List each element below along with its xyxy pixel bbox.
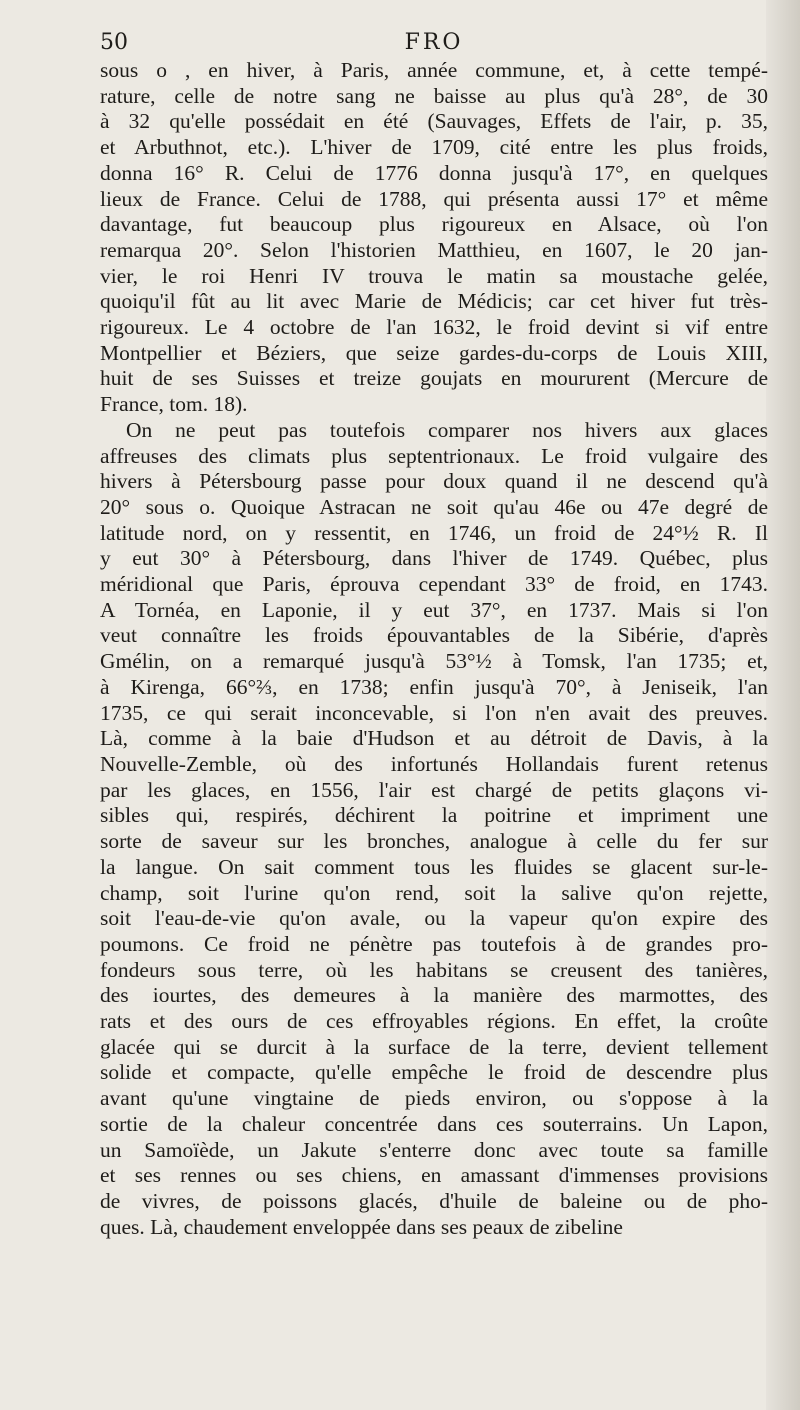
text-line: glacée qui se durcit à la surface de la terre, devient tellement <box>100 1034 768 1059</box>
text-line: et ses rennes ou ses chiens, en amassant d'immenses provisions <box>100 1163 768 1188</box>
text-line: davantage, fut beaucoup plus rigoureux en Alsace, où l'on <box>100 212 768 237</box>
text-line: remarqua 20°. Selon l'historien Matthieu, en 1607, le 20 jan- <box>100 237 768 262</box>
text-line: Là, comme à la baie d'Hudson et au détroit de Davis, à la <box>100 726 768 751</box>
text-line: sibles qui, respirés, déchirent la poitrine et impriment une <box>100 803 768 828</box>
text-line: solide et compacte, qu'elle empêche le froid de descendre plus <box>100 1060 768 1085</box>
text-line: y eut 30° à Pétersbourg, dans l'hiver de 1749. Québec, plus <box>100 546 768 571</box>
text-line: rigoureux. Le 4 octobre de l'an 1632, le froid devint si vif entre <box>100 315 768 340</box>
text-line: des iourtes, des demeures à la manière des marmottes, des <box>100 983 768 1008</box>
text-line: poumons. Ce froid ne pénètre pas toutefois à de grandes pro- <box>100 931 768 956</box>
text-line: de vivres, de poissons glacés, d'huile de baleine ou de pho- <box>100 1188 768 1213</box>
paragraph-2 <box>100 418 768 1241</box>
text-line: à Kirenga, 66°⅔, en 1738; enfin jusqu'à 70°, à Jeniseik, l'an <box>100 674 768 699</box>
text-line: Gmélin, on a remarqué jusqu'à 53°½ à Tomsk, l'an 1735; et, <box>100 649 768 674</box>
text-line: méridional que Paris, éprouva cependant 33° de froid, en 1743. <box>100 572 768 597</box>
text-line: huit de ses Suisses et treize goujats en moururent (Mercure de <box>100 366 768 391</box>
text-line: sous o , en hiver, à Paris, année commune, et, à cette tempé- <box>100 58 768 82</box>
text-line: avant qu'une vingtaine de pieds environ, ou s'oppose à la <box>100 1086 768 1111</box>
text-line: affreuses des climats plus septentrionaux. Le froid vulgaire des <box>100 443 768 468</box>
text-line: à 32 qu'elle possédait en été (Sauvages, Effets de l'air, p. 35, <box>100 109 768 134</box>
text-line: sorte de saveur sur les bronches, analogue à celle du fer sur <box>100 829 768 854</box>
text-line: soit l'eau-de-vie qu'on avale, ou la vapeur qu'on expire des <box>100 906 768 931</box>
body-text <box>100 58 768 1240</box>
text-line: quoiqu'il fût au lit avec Marie de Médicis; car cet hiver fut très- <box>100 289 768 314</box>
page-number: 50 <box>100 30 128 55</box>
text-line: fondeurs sous terre, où les habitans se creusent des tanières, <box>100 957 768 982</box>
text-line: et Arbuthnot, etc.). L'hiver de 1709, cité entre les plus froids, <box>100 135 768 160</box>
text-line: veut connaître les froids épouvantables de la Sibérie, d'après <box>100 623 768 648</box>
text-line: Nouvelle-Zemble, où des infortunés Hollandais furent retenus <box>100 751 768 776</box>
text-line: vier, le roi Henri IV trouva le matin sa moustache gelée, <box>100 263 768 288</box>
text-line: rature, celle de notre sang ne baisse au plus qu'à 28°, de 30 <box>100 83 768 108</box>
text-line: hivers à Pétersbourg passe pour doux quand il ne descend qu'à <box>100 469 768 494</box>
text-line: 1735, ce qui serait inconcevable, si l'on n'en avait des preuves. <box>100 700 768 725</box>
text-line: par les glaces, en 1556, l'air est chargé de petits glaçons vi- <box>100 777 768 802</box>
text-line: ques. Là, chaudement enveloppée dans ses peaux de zibeline <box>100 1214 623 1239</box>
text-line: un Samoïède, un Jakute s'enterre donc avec toute sa famille <box>100 1137 768 1162</box>
running-head: FRO <box>404 30 464 55</box>
text-line: 20° sous o. Quoique Astracan ne soit qu'au 46e ou 47e degré de <box>100 494 768 519</box>
page-edge-shadow <box>766 0 800 1410</box>
text-line: sortie de la chaleur concentrée dans ces souterrains. Un Lapon, <box>100 1111 768 1136</box>
text-line: champ, soit l'urine qu'on rend, soit la salive qu'on rejette, <box>100 880 768 905</box>
text-line: France, tom. 18). <box>100 392 248 417</box>
text-line: lieux de France. Celui de 1788, qui présenta aussi 17° et même <box>100 186 768 211</box>
text-line: Montpellier et Béziers, que seize gardes-du-corps de Louis XIII, <box>100 340 768 365</box>
paragraph-1 <box>100 58 768 418</box>
text-line: la langue. On sait comment tous les fluides se glacent sur-le- <box>100 854 768 879</box>
text-line: On ne peut pas toutefois comparer nos hivers aux glaces <box>126 417 768 442</box>
text-line: rats et des ours de ces effroyables régions. En effet, la croûte <box>100 1009 768 1034</box>
text-line: donna 16° R. Celui de 1776 donna jusqu'à 17°, en quelques <box>100 160 768 185</box>
text-line: latitude nord, on y ressentit, en 1746, un froid de 24°½ R. Il <box>100 520 768 545</box>
text-line: A Tornéa, en Laponie, il y eut 37°, en 1737. Mais si l'on <box>100 597 768 622</box>
